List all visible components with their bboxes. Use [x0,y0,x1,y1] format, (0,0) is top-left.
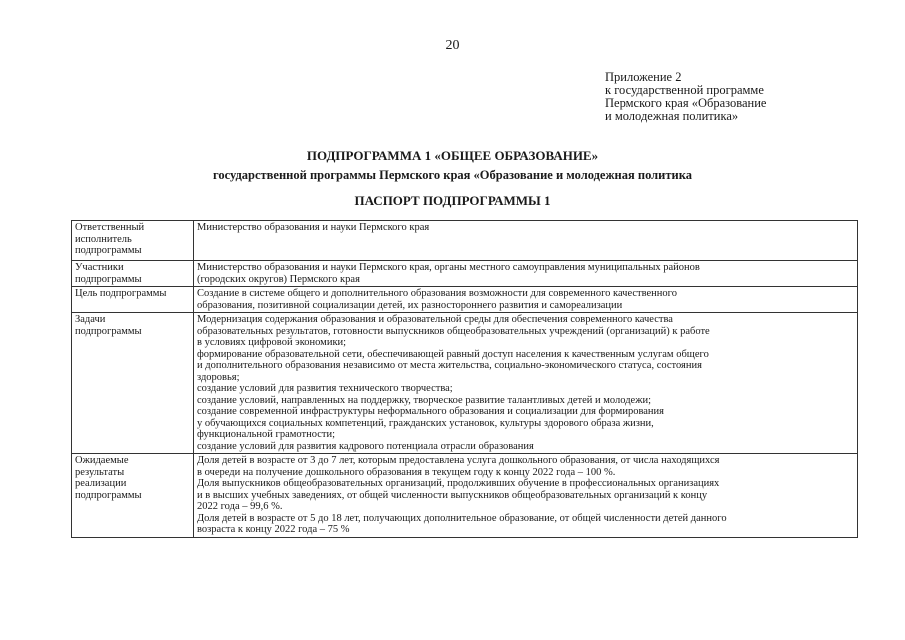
label-line: подпрограммы [75,273,142,285]
table-row [72,287,858,313]
label-line: Ответственный [75,222,145,233]
label-line: реализации [75,478,127,489]
content-line: возраста к концу 2022 года – 75 % [197,524,350,535]
row-content [194,287,858,313]
row-label [72,313,194,454]
content-line: формирование образовательной сети, обеспечивающей равный доступ населения к качественным услугам общего [197,348,709,360]
content-line: образования, позитивной социализации детей, их разностороннего развития и самореализации [197,299,623,311]
content-line: 2022 года – 99,6 %. [197,501,283,512]
page-number: 20 [445,38,460,53]
content-line: (городских округов) Пермского края [197,273,360,285]
row-label [72,287,194,313]
appendix-line: Приложение 2 [605,70,682,84]
table-row [72,221,858,261]
table-row [72,313,858,454]
appendix-line: к государственной программе [605,83,764,97]
content-line: создание современной инфраструктуры неформального образования и социализации для формирования [197,406,664,417]
row-content [194,454,858,538]
appendix-line: и молодежная политика» [605,109,739,123]
label-line: подпрограммы [75,325,142,337]
label-line: Участники [75,262,124,273]
row-content [194,221,858,261]
content-line: Доля детей в возрасте от 5 до 18 лет, получающих дополнительное образование, от общей численности детей данного [197,512,727,524]
content-line: и в высших учебных заведениях, от общей численности выпускников общеобразовательных организаций к концу [197,489,708,501]
content-line: Создание в системе общего и дополнительного образования возможности для современного качественного [197,288,677,299]
content-line: в условиях цифровой экономики; [197,337,347,348]
appendix-line: Пермского края «Образование [605,96,767,110]
label-line: подпрограммы [75,489,142,501]
row-label [72,261,194,287]
content-line: здоровья; [197,371,240,383]
program-subtitle: государственной программы Пермского края «Образование и молодежная политика [212,168,692,182]
content-line: в очереди на получение дошкольного образования в текущем году к концу 2022 года – 100 %. [197,466,616,478]
row-content [194,261,858,287]
label-line: Цель подпрограммы [75,288,167,299]
passport-table [71,220,858,538]
label-line: исполнитель [75,233,132,245]
content-line: и дополнительного образования независимо от места жительства, социально-экономического статуса, состояния [197,360,702,371]
label-line: результаты [75,466,125,478]
table-row [72,261,858,287]
row-label [72,454,194,538]
content-line: образовательных результатов, готовности выпускников общеобразовательных учреждений (организаций) к работе [197,325,710,337]
passport-title: ПАСПОРТ ПОДПРОГРАММЫ 1 [354,193,551,208]
content-line: Модернизация содержания образования и образовательной среды для обеспечения современного качества [197,314,673,325]
content-line: создание условий, направленных на поддержку, творческое развитие талантливых детей и молодежи; [197,394,651,406]
table-row [72,454,858,538]
appendix-note [605,71,766,123]
content-line: функциональной грамотности; [197,429,335,440]
row-content [194,313,858,454]
content-line: Доля детей в возрасте от 3 до 7 лет, которым предоставлена услуга дошкольного образования, от числа находящихся [197,455,720,466]
content-line: Министерство образования и науки Пермского края [197,222,430,233]
label-line: подпрограммы [75,245,142,256]
content-line: создание условий для развития технического творчества; [197,383,453,394]
content-line: Министерство образования и науки Пермского края, органы местного самоуправления муниципальных районов [197,262,700,273]
label-line: Задачи [75,314,106,325]
content-line: создание условий для развития кадрового потенциала отрасли образования [197,440,534,452]
label-line: Ожидаемые [75,455,129,466]
row-label [72,221,194,261]
content-line: Доля выпускников общеобразовательных организаций, продолживших обучение в профессиональных организациях [197,478,720,489]
content-line: у обучающихся социальных компетенций, гражданских установок, культуры здорового образа жизни, [197,417,654,429]
subprogram-title: ПОДПРОГРАММА 1 «ОБЩЕЕ ОБРАЗОВАНИЕ» [306,148,599,163]
